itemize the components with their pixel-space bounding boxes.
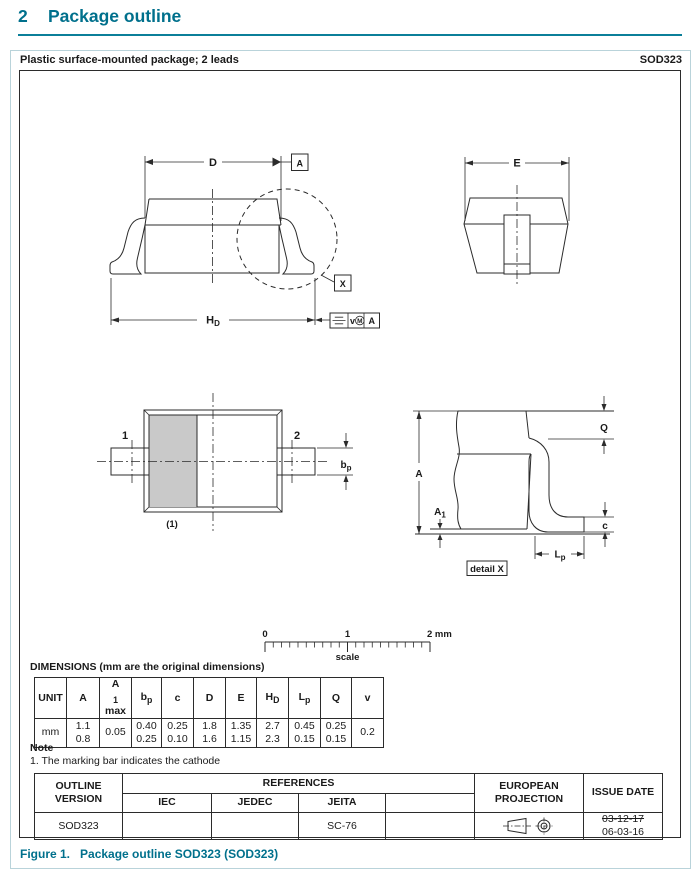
pin1-label: 1 [121,430,129,442]
detail-x-caption: detail X [470,563,504,575]
references-header: REFERENCES [123,774,475,794]
dim-label-hd: $H_D$ [206,314,220,328]
section-number: 2 [18,6,28,26]
package-description: Plastic surface-mounted package; 2 leads [20,54,239,66]
top-view-drawing [97,393,353,531]
section-title: Package outline [48,6,182,26]
col-header-v: v [352,678,384,719]
tolerance-frame [330,313,380,328]
scale-tick-1: 1 [344,629,351,640]
note-block [30,742,220,768]
dim-lp: 0.45 0.15 [289,718,321,747]
mmc-m-label: M [357,318,363,325]
extra-ref-value [386,813,475,840]
datum-a-label: A [296,158,304,169]
side-view-drawing [110,154,380,328]
references-table [34,773,663,840]
dim-unit: mm [35,718,67,747]
dim-label-d: D [209,157,217,169]
dim-a: 1.1 0.8 [67,718,100,747]
dimensions-table [34,677,384,748]
detail-lead [529,438,584,532]
left-lead [110,218,145,274]
package-body-side [145,199,281,273]
figure-caption [20,847,278,861]
tol-v-label: v [349,316,356,326]
col-header-e: E [226,678,257,719]
detail-body-outline [454,411,461,529]
scale-bar [262,629,451,663]
col-header-lp: $L_p$ [289,678,321,719]
dim-label-c: c [602,521,608,532]
col-header-bp: $b_p$ [132,678,162,719]
dim-bp: 0.40 0.25 [132,718,162,747]
dim-label-a: A [415,469,423,480]
european-projection-header: EUROPEAN PROJECTION [475,774,584,813]
dimensions-header-row [35,678,384,719]
col-header-q: Q [321,678,352,719]
dimensions-title: DIMENSIONS (mm are the original dimensions) [30,661,265,673]
issue-date-new: 06-03-16 [601,826,645,839]
tol-datum-label: A [368,316,376,326]
detail-x-label: X [339,278,346,289]
col-header-d: D [194,678,226,719]
scale-tick-2mm: 2 mm [427,629,452,640]
jeita-value: SC-76 [299,813,386,840]
european-projection-cell [475,813,584,840]
dim-d: 1.8 1.6 [194,718,226,747]
dim-label-q: Q [600,423,608,434]
pin2-label: 2 [293,430,301,442]
jeita-header: JEITA [299,794,386,813]
figure-header [20,54,682,70]
scale-tick-0: 0 [262,629,268,640]
col-header-a: A [67,678,100,719]
col-header-hd: $H_D$ [257,678,289,719]
end-view-drawing [464,157,569,287]
issue-date-old: 03-12-17 [601,813,645,825]
datum-triangle [273,158,282,167]
outline-version-header: OUTLINE VERSION [35,774,123,813]
col-header-c: c [162,678,194,719]
dim-label-bp: $b_p$ [340,460,352,473]
note-reference-label: (1) [166,519,178,530]
dim-label-e: E [513,157,521,170]
jedec-value [212,813,299,840]
iec-header: IEC [123,794,212,813]
detail-x-drawing [413,396,614,576]
package-drawings [20,71,680,663]
dim-c: 0.25 0.10 [162,718,194,747]
outline-version-value: SOD323 [35,813,123,840]
right-lead [279,218,314,274]
scale-word: scale [335,652,360,663]
iec-value [123,813,212,840]
figure-number: Figure 1. [20,847,71,861]
dim-label-a1: $A_1$ [434,507,446,520]
issue-date-value [584,813,663,840]
page-title [18,6,682,36]
symmetry-symbol-icon [333,317,346,324]
col-header-unit: UNIT [35,678,67,719]
extra-ref-header [386,794,475,813]
figure-frame [10,50,691,869]
issue-date-header: ISSUE DATE [584,774,663,813]
dim-label-lp: $L_p$ [554,549,566,562]
col-header-a1max: A $_1$ max [100,678,132,719]
package-name: SOD323 [639,54,682,66]
dim-q: 0.25 0.15 [321,718,352,747]
note-item: 1. The marking bar indicates the cathode [30,755,221,768]
note-heading: Note [30,742,54,754]
references-value-row [35,813,663,840]
dim-a1max: 0.05 [100,718,132,747]
references-header-row [35,774,663,794]
dim-v: 0.2 [352,718,384,747]
dim-e: 1.35 1.15 [226,718,257,747]
first-angle-projection-icon [498,815,560,837]
jedec-header: JEDEC [212,794,299,813]
drawing-frame [19,70,681,838]
figure-caption-text: Package outline SOD323 (SOD323) [80,847,279,861]
dim-hd: 2.7 2.3 [257,718,289,747]
